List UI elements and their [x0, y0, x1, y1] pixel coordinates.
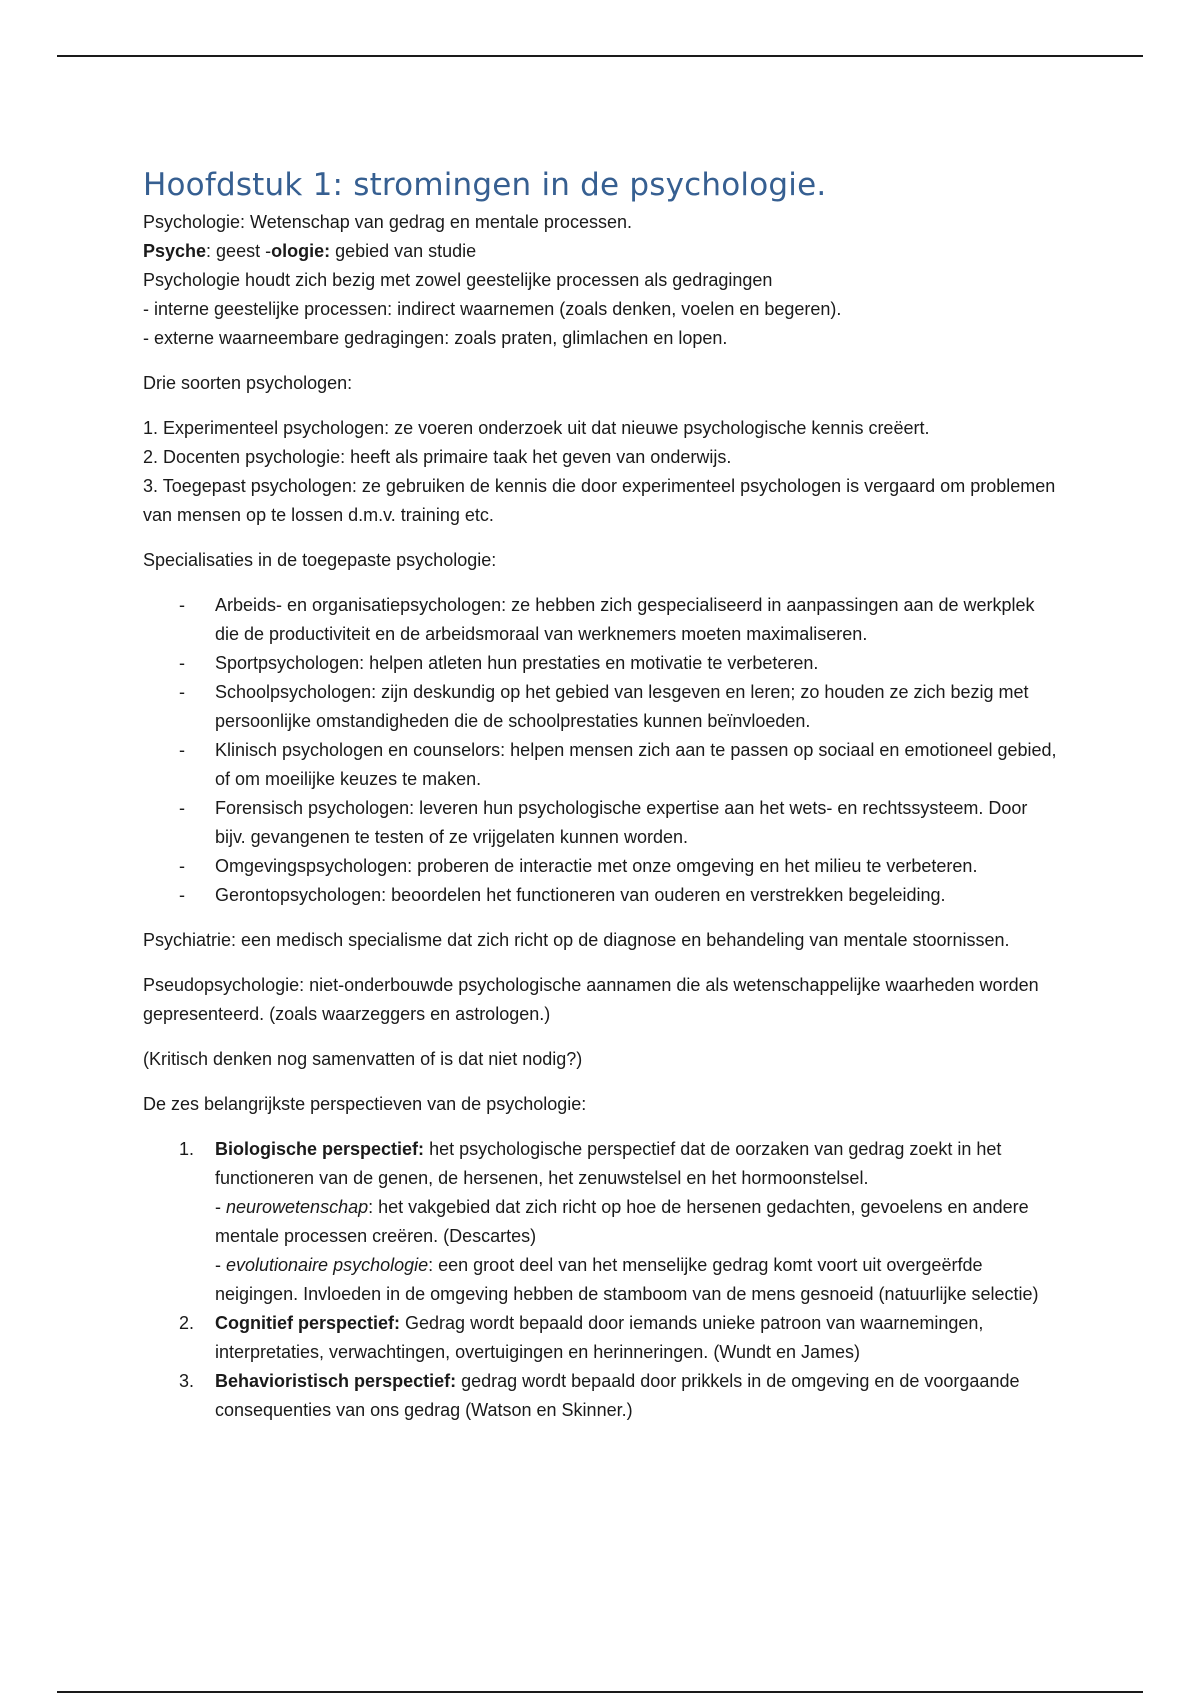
dash-marker: - [179, 885, 185, 905]
list-item-text: Gerontopsychologen: beoordelen het functioneren van ouderen en verstrekken begeleiding. [215, 885, 946, 905]
perspectives-list [143, 1135, 1063, 1425]
list-item [143, 678, 1063, 736]
dash-marker: - [179, 740, 185, 760]
list-item [143, 794, 1063, 852]
psychiatry-paragraph: Psychiatrie: een medisch specialisme dat zich richt op de diagnose en behandeling van mentale stoornissen. [143, 930, 1010, 950]
page-title: Hoofdstuk 1: stromingen in de psychologie. [143, 167, 827, 203]
dash-marker: - [179, 798, 185, 818]
sub-text: : een groot deel van het menselijke gedrag komt voort uit overgeërfde neigingen. Invloeden in de omgeving hebben de stamboom van de mens gesnoeid (natuurlijke selectie) [215, 1255, 1039, 1304]
list-item [143, 649, 1063, 678]
critical-note: (Kritisch denken nog samenvatten of is dat niet nodig?) [143, 1049, 583, 1069]
list-item-text: Sportpsychologen: helpen atleten hun prestaties en motivatie te verbeteren. [215, 653, 819, 673]
footer-rule [57, 1691, 1143, 1693]
ologie-text: gebied van studie [330, 241, 477, 261]
list-item-text: Klinisch psychologen en counselors: helpen mensen zich aan te passen op sociaal en emotioneel gebied, of om moeilijke keuzes te maken. [215, 740, 1057, 789]
list-number: 1. [179, 1139, 195, 1159]
types-heading: Drie soorten psychologen: [143, 373, 353, 393]
perspectives-heading: De zes belangrijkste perspectieven van de psychologie: [143, 1094, 587, 1114]
sub-prefix: - [215, 1255, 226, 1275]
list-item [143, 591, 1063, 649]
specializations-list [143, 591, 1063, 910]
intro-block [143, 208, 1063, 353]
list-item [143, 852, 1063, 881]
psyche-text: : geest - [206, 241, 272, 261]
list-item-text: Omgevingspsychologen: proberen de interactie met onze omgeving en het milieu te verbeteren. [215, 856, 978, 876]
sub-point [215, 1251, 1063, 1309]
intro-line-3: Psychologie houdt zich bezig met zowel geestelijke processen als gedragingen [143, 270, 773, 290]
dash-marker: - [179, 682, 185, 702]
perspective-text: Gedrag wordt bepaald door iemands unieke patroon van waarnemingen, interpretaties, verwachtingen, overtuigingen en herinneringen. (Wundt en James) [215, 1313, 984, 1362]
perspective-title: Biologische perspectief: [215, 1139, 425, 1159]
ologie-term: ologie: [271, 241, 331, 261]
list-item [143, 1309, 1063, 1367]
list-number: 2. [179, 1313, 195, 1333]
document-body [143, 164, 1063, 1425]
dash-marker: - [179, 595, 185, 615]
list-item [143, 736, 1063, 794]
psyche-term: Psyche [143, 241, 207, 261]
sub-text: : het vakgebied dat zich richt op hoe de hersenen gedachten, gevoelens en andere mentale processen creëren. (Descartes) [215, 1197, 1029, 1246]
specializations-heading: Specialisaties in de toegepaste psychologie: [143, 550, 497, 570]
perspective-text: het psychologische perspectief dat de oorzaken van gedrag zoekt in het functioneren van de genen, de hersenen, het zenuwstelsel en het hormoonstelsel. [215, 1139, 1002, 1188]
psyche-line [143, 237, 1063, 266]
sub-term: evolutionaire psychologie [226, 1255, 429, 1275]
intro-line-5: - externe waarneembare gedragingen: zoals praten, glimlachen en lopen. [143, 328, 728, 348]
list-item [143, 1135, 1063, 1309]
list-item [143, 881, 1063, 910]
pseudo-paragraph: Pseudopsychologie: niet-onderbouwde psychologische aannamen die als wetenschappelijke waarheden worden gepresenteerd. (zoals waarzeggers en astrologen.) [143, 975, 1039, 1024]
dash-marker: - [179, 856, 185, 876]
dash-marker: - [179, 653, 185, 673]
types-item: 1. Experimenteel psychologen: ze voeren onderzoek uit dat nieuwe psychologische kennis creëert. [143, 418, 930, 438]
list-item-text: Schoolpsychologen: zijn deskundig op het gebied van lesgeven en leren; zo houden ze zich bezig met persoonlijke omstandigheden die de schoolprestaties kunnen beïnvloeden. [215, 682, 1029, 731]
list-number: 3. [179, 1371, 195, 1391]
header-rule [57, 55, 1143, 57]
sub-point [215, 1193, 1063, 1251]
perspective-text: gedrag wordt bepaald door prikkels in de omgeving en de voorgaande consequenties van ons gedrag (Watson en Skinner.) [215, 1371, 1020, 1420]
list-item-text: Forensisch psychologen: leveren hun psychologische expertise aan het wets- en rechtssysteem. Door bijv. gevangenen te testen of ze vrijgelaten kunnen worden. [215, 798, 1028, 847]
perspective-title: Behavioristisch perspectief: [215, 1371, 457, 1391]
types-list [143, 414, 1063, 530]
perspective-title: Cognitief perspectief: [215, 1313, 401, 1333]
intro-line-4: - interne geestelijke processen: indirect waarnemen (zoals denken, voelen en begeren). [143, 299, 842, 319]
definition-line: Psychologie: Wetenschap van gedrag en mentale processen. [143, 212, 632, 232]
sub-term: neurowetenschap [226, 1197, 369, 1217]
types-item: 3. Toegepast psychologen: ze gebruiken de kennis die door experimenteel psychologen is vergaard om problemen van mensen op te lossen d.m.v. training etc. [143, 476, 1056, 525]
sub-prefix: - [215, 1197, 226, 1217]
types-item: 2. Docenten psychologie: heeft als primaire taak het geven van onderwijs. [143, 447, 732, 467]
list-item-text: Arbeids- en organisatiepsychologen: ze hebben zich gespecialiseerd in aanpassingen aan de werkplek die de productiviteit en de arbeidsmoraal van werknemers moeten maximaliseren. [215, 595, 1035, 644]
list-item [143, 1367, 1063, 1425]
